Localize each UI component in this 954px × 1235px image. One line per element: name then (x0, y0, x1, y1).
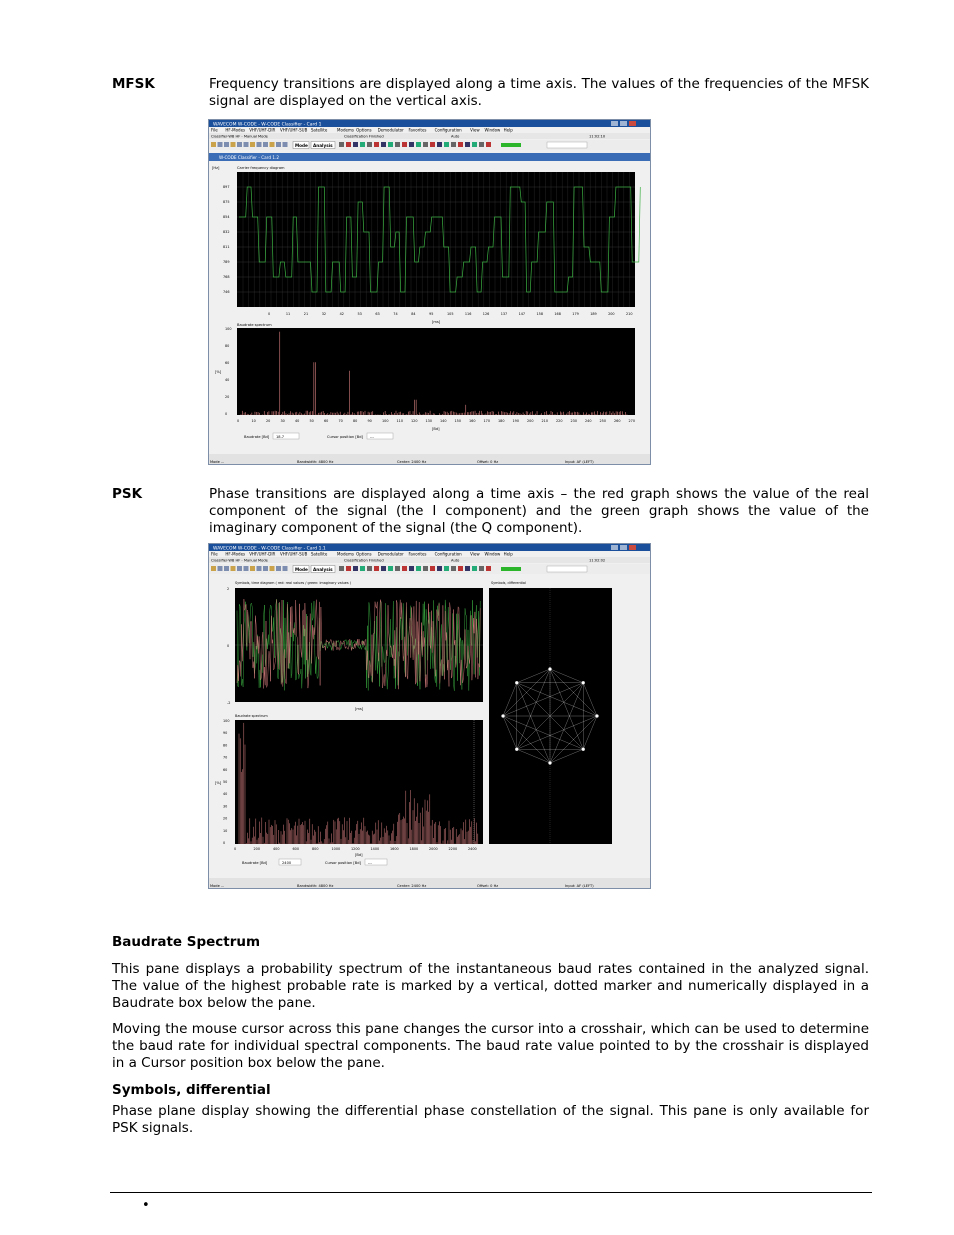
toolbar-icon[interactable] (458, 566, 463, 571)
status-field: Offset: 0 Hz (477, 460, 499, 464)
top-y-ticks (223, 185, 229, 294)
mfsk-screenshot (208, 119, 651, 465)
toolbar-icon[interactable] (283, 142, 288, 147)
toolbar-icon[interactable] (430, 566, 435, 571)
x-tick-label: 250 (599, 419, 606, 423)
toolbar-icon[interactable] (388, 566, 393, 571)
menu-item[interactable]: Options (356, 551, 372, 557)
bottom-x-ticks (237, 419, 635, 423)
toolbar-icon[interactable] (367, 142, 372, 147)
toolbar-icon[interactable] (224, 566, 229, 571)
x-tick-label: 210 (626, 312, 633, 316)
toolbar-icon[interactable] (416, 142, 421, 147)
status-time: 11:02:02 (589, 558, 606, 563)
level-meter (501, 143, 521, 147)
toolbar-icon[interactable] (283, 566, 288, 571)
mode-button-label: Mode (295, 567, 308, 572)
toolbar-icon[interactable] (486, 566, 491, 571)
x-tick-label: 170 (483, 419, 490, 423)
y-tick-label: 0 (223, 841, 226, 845)
x-tick-label: 210 (541, 419, 548, 423)
menu-item[interactable]: Help (503, 127, 513, 133)
bottom-x-unit: [Bd] (432, 427, 440, 431)
psk-spectrum-unit: [%] (215, 781, 222, 785)
status-auto: Auto (451, 558, 460, 563)
constellation-point (515, 681, 518, 684)
toolbar-icon[interactable] (218, 142, 223, 147)
analysis-button-label: Analysis (313, 143, 333, 148)
analysis-button-label: Analysis (313, 567, 333, 572)
y-tick-label: 746 (223, 290, 230, 295)
y-tick-label: 811 (223, 245, 230, 250)
toolbar-icon[interactable] (437, 566, 442, 571)
mfsk-screenshot-figure (209, 120, 651, 465)
x-tick-label: 1200 (351, 847, 360, 851)
menu-item[interactable]: Demodulator (377, 127, 404, 133)
menu-item[interactable]: Configuration (434, 551, 462, 557)
menu-item[interactable]: VHF/UHF-DIR (249, 127, 276, 133)
toolbar[interactable] (211, 566, 491, 571)
menu-item[interactable]: File (211, 127, 218, 133)
constellation-point (582, 748, 585, 751)
window-controls[interactable] (611, 121, 636, 126)
x-tick-label: 126 (482, 312, 490, 316)
x-tick-label: 11 (285, 312, 291, 316)
toolbar-icon[interactable] (444, 142, 449, 147)
cursor-value: --- (370, 435, 374, 439)
y-tick-label: -2 (227, 701, 231, 705)
toolbar-icon[interactable] (430, 142, 435, 147)
x-tick-label: 200 (608, 312, 615, 316)
x-tick-label: 120 (411, 419, 418, 423)
toolbar-icon[interactable] (257, 566, 262, 571)
y-tick-label: 875 (223, 200, 230, 205)
toolbar-icon[interactable] (451, 566, 456, 571)
x-tick-label: 189 (590, 312, 597, 316)
x-tick-label: 110 (396, 419, 403, 423)
status-classification: Classification Finished (344, 558, 384, 563)
baudrate-heading: Baudrate Spectrum (112, 934, 261, 950)
psk-term: PSK (112, 486, 143, 502)
x-tick-label: 95 (429, 312, 434, 316)
status-mode: Classifier-WB HF - Manual Mode (211, 134, 268, 139)
app-title: WAVECOM W-CODE - W-CODE Classifier - Card 1 (213, 122, 322, 128)
menu-item[interactable]: HF-Modes (225, 551, 246, 557)
x-tick-label: 270 (628, 419, 635, 423)
toolbar-icon[interactable] (211, 142, 216, 147)
menu-item[interactable]: VHF/UHF-SUB (280, 127, 308, 133)
x-tick-label: 147 (518, 312, 526, 316)
constellation-point (582, 681, 585, 684)
x-tick-label: 60 (324, 419, 329, 423)
toolbar-icon[interactable] (395, 142, 400, 147)
status-field: Input: AF (LEFT) (565, 884, 594, 888)
toolbar-icon[interactable] (250, 566, 255, 571)
x-tick-label: 20 (266, 419, 271, 423)
toolbar-icon[interactable] (244, 566, 249, 571)
status-time: 11:02:10 (589, 134, 606, 139)
y-tick-label: 70 (223, 755, 228, 760)
toolbar-icon[interactable] (211, 566, 216, 571)
x-tick-label: 0 (237, 419, 240, 423)
baudrate-value: 18.7 (276, 435, 285, 439)
constellation-point (515, 748, 518, 751)
constellation-label: Symbols, differential (491, 581, 526, 585)
time-diagram-y-ticks (227, 587, 230, 705)
toolbar-icon[interactable] (465, 142, 470, 147)
x-tick-label: 70 (338, 419, 343, 423)
x-tick-label: 100 (382, 419, 389, 423)
baudrate-label: Baudrate [Bd] (242, 861, 268, 865)
toolbar-icon[interactable] (360, 566, 365, 571)
x-tick-label: 800 (312, 847, 319, 851)
footer-bullet: • (142, 1198, 150, 1213)
toolbar-icon[interactable] (402, 566, 407, 571)
toolbar-icon[interactable] (276, 566, 281, 571)
y-tick-label: 80 (223, 743, 228, 748)
toolbar-icon[interactable] (409, 142, 414, 147)
status-field: Center: 2400 Hz (397, 884, 427, 888)
x-tick-label: 200 (253, 847, 260, 851)
toolbar-icon[interactable] (224, 142, 229, 147)
toolbar-icon[interactable] (346, 566, 351, 571)
toolbar-icon[interactable] (237, 566, 242, 571)
y-tick-label: 40 (225, 378, 230, 382)
y-tick-label: 2 (227, 587, 230, 591)
constellation-point (595, 714, 598, 717)
y-tick-label: 40 (223, 792, 228, 797)
baudrate-label: Baudrate [Bd] (244, 435, 270, 439)
y-tick-label: 0 (227, 644, 230, 648)
menu-item[interactable]: Favorites (408, 551, 427, 557)
x-tick-label: 21 (303, 312, 309, 316)
x-tick-label: 105 (447, 312, 454, 316)
psk-description: Phase transitions are displayed along a time axis – the red graph shows the value of the real component of the signal (the I component) and the green graph shows the value of the imaginary component of the signal (the Q component). (209, 486, 869, 536)
toolbar-icon[interactable] (388, 142, 393, 147)
menu-item[interactable]: Window (484, 551, 501, 557)
symbols-paragraph: Phase plane display showing the differential phase constellation of the signal. This pane is only available for PSK signals. (112, 1103, 869, 1136)
x-tick-label: 30 (280, 419, 285, 423)
x-tick-label: 53 (357, 312, 362, 316)
x-tick-label: 1800 (409, 847, 419, 851)
inner-window-title: W-CODE Classifier - Card 1.2 (219, 155, 279, 160)
menu-bar[interactable] (211, 552, 513, 557)
x-tick-label: 2200 (448, 847, 458, 851)
x-tick-label: 130 (425, 419, 432, 423)
window-controls[interactable] (611, 545, 636, 550)
top-pane-unit: [Hz] (212, 166, 220, 170)
y-tick-label: 80 (225, 344, 230, 348)
x-tick-label: 80 (353, 419, 358, 423)
x-tick-label: 2400 (468, 847, 477, 851)
toolbar-icon[interactable] (409, 566, 414, 571)
psk-spectrum-area[interactable] (235, 720, 483, 844)
toolbar-icon[interactable] (346, 142, 351, 147)
toolbar-icon[interactable] (339, 142, 344, 147)
x-tick-label: 400 (273, 847, 280, 851)
x-tick-label: 150 (454, 419, 461, 423)
bottom-plot-area[interactable] (237, 328, 635, 415)
x-tick-label: 2000 (429, 847, 438, 851)
status-field: Input: AF (LEFT) (565, 460, 594, 464)
menu-item[interactable]: View (470, 127, 480, 133)
toolbar-icon[interactable] (218, 566, 223, 571)
x-tick-label: 160 (469, 419, 476, 423)
y-tick-label: 0 (225, 412, 228, 416)
status-auto: Auto (451, 134, 460, 139)
toolbar-icon[interactable] (257, 142, 262, 147)
x-tick-label: 1000 (331, 847, 341, 851)
menu-item[interactable]: Window (484, 127, 501, 133)
psk-screenshot (208, 543, 651, 889)
toolbar-icon[interactable] (395, 566, 400, 571)
mfsk-description: Frequency transitions are displayed along a time axis. The values of the frequencies of the MFSK signal are displayed on the vertical axis. (209, 76, 869, 109)
y-tick-label: 100 (225, 327, 232, 331)
taskbar-mode[interactable]: Mode ... (210, 884, 225, 888)
menu-item[interactable]: Favorites (408, 127, 427, 133)
x-tick-label: 600 (292, 847, 299, 851)
menu-item[interactable]: File (211, 551, 218, 557)
toolbar-icon[interactable] (437, 142, 442, 147)
menu-item[interactable]: VHF/UHF-SUB (280, 551, 308, 557)
x-tick-label: 0 (268, 312, 271, 316)
toolbar-icon[interactable] (353, 566, 358, 571)
y-tick-label: 100 (223, 719, 230, 723)
menu-item[interactable]: VHF/UHF-DIR (249, 551, 276, 557)
x-tick-label: 90 (367, 419, 372, 423)
y-tick-label: 90 (223, 731, 228, 736)
toolbar-icon[interactable] (237, 142, 242, 147)
top-pane-label: Carrier frequency diagram (237, 166, 285, 170)
toolbar-icon[interactable] (486, 142, 491, 147)
toolbar-icon[interactable] (244, 142, 249, 147)
y-tick-label: 50 (223, 780, 228, 784)
psk-screenshot-figure (209, 544, 651, 889)
toolbar-icon[interactable] (263, 566, 268, 571)
toolbar-icon[interactable] (479, 142, 484, 147)
x-tick-label: 116 (464, 312, 472, 316)
x-tick-label: 1400 (370, 847, 380, 851)
status-mode: Classifier-WB HF - Manual Mode (211, 558, 268, 563)
x-tick-label: 1600 (390, 847, 399, 851)
menu-item[interactable]: Satellite (310, 551, 328, 557)
menu-item[interactable]: Options (356, 127, 372, 133)
x-tick-label: 84 (411, 312, 416, 316)
psk-spectrum-label: Baudrate spectrum (235, 714, 268, 718)
cursor-value: --- (368, 861, 372, 865)
toolbar-icon[interactable] (472, 566, 477, 571)
toolbar-icon[interactable] (423, 566, 428, 571)
toolbar-icon[interactable] (353, 142, 358, 147)
toolbar-icon[interactable] (231, 142, 236, 147)
toolbar-icon[interactable] (360, 142, 365, 147)
y-tick-label: 60 (223, 767, 228, 772)
top-x-ticks (268, 312, 632, 316)
toolbar-icon[interactable] (339, 566, 344, 571)
menu-item[interactable]: Demodulator (377, 551, 404, 557)
cursor-label: Cursor position [Bd] (327, 435, 363, 439)
x-tick-label: 42 (339, 312, 344, 316)
y-tick-label: 897 (223, 185, 230, 190)
constellation-point (548, 667, 551, 670)
x-tick-label: 74 (393, 312, 398, 316)
toolbar-icon[interactable] (458, 142, 463, 147)
toolbar-icon[interactable] (444, 566, 449, 571)
x-tick-label: 260 (614, 419, 621, 423)
toolbar-icon[interactable] (270, 142, 275, 147)
y-tick-label: 10 (223, 828, 228, 833)
menu-item[interactable]: HF-Modes (225, 127, 246, 133)
mfsk-term: MFSK (112, 76, 155, 92)
y-tick-label: 20 (225, 395, 230, 399)
toolbar-icon[interactable] (479, 566, 484, 571)
menu-item[interactable]: Help (503, 551, 513, 557)
x-tick-label: 168 (554, 312, 561, 316)
toolbar-icon[interactable] (416, 566, 421, 571)
x-tick-label: 50 (309, 419, 314, 423)
menu-bar[interactable] (211, 128, 513, 133)
taskbar-mode[interactable]: Mode ... (210, 460, 225, 464)
toolbar-icon[interactable] (276, 142, 281, 147)
x-tick-label: 179 (572, 312, 579, 316)
status-field: Center: 2400 Hz (397, 460, 427, 464)
x-tick-label: 190 (512, 419, 519, 423)
psk-spectrum-x-ticks (234, 847, 477, 851)
toolbar-icon[interactable] (374, 142, 379, 147)
toolbar-icon[interactable] (451, 142, 456, 147)
x-tick-label: 0 (234, 847, 237, 851)
level-meter (501, 567, 521, 571)
y-tick-label: 832 (223, 230, 230, 235)
psk-spectrum-y-ticks (223, 719, 229, 845)
baudrate-value: 2400 (282, 861, 292, 865)
toolbar-icon[interactable] (402, 142, 407, 147)
frequency-field[interactable] (547, 142, 587, 148)
toolbar-icon[interactable] (250, 142, 255, 147)
toolbar-icon[interactable] (465, 566, 470, 571)
menu-item[interactable]: Modems (337, 127, 354, 133)
y-tick-label: 768 (223, 275, 230, 280)
x-tick-label: 32 (321, 312, 327, 316)
x-tick-label: 10 (251, 419, 256, 423)
toolbar-icon[interactable] (374, 566, 379, 571)
bottom-pane-label: Baudrate spectrum (237, 323, 272, 327)
time-diagram-x-unit: [ms] (355, 707, 364, 711)
y-tick-label: 789 (223, 260, 230, 265)
baudrate-paragraph-2: Moving the mouse cursor across this pane changes the cursor into a crosshair, which can be used to determine the baud rate for individual spectral components. The baud rate value pointed to by the crosshair is displayed in a Cursor position box below the pane. (112, 1021, 869, 1071)
time-diagram-label: Symbols, time diagram ( red: real values / green: imaginary values ) (235, 581, 352, 585)
top-plot-area[interactable] (237, 172, 635, 307)
x-tick-label: 200 (527, 419, 534, 423)
top-x-unit: [ms] (432, 320, 441, 324)
bottom-y-ticks (225, 327, 231, 416)
x-tick-label: 180 (498, 419, 505, 423)
toolbar[interactable] (211, 142, 491, 147)
status-classification: Classification Finished (344, 134, 384, 139)
x-tick-label: 137 (500, 312, 508, 316)
mode-button-label: Mode (295, 143, 308, 148)
x-tick-label: 240 (585, 419, 592, 423)
x-tick-label: 63 (375, 312, 380, 316)
y-tick-label: 854 (223, 215, 230, 220)
status-field: Offset: 0 Hz (477, 884, 499, 888)
footer-rule (110, 1192, 872, 1193)
x-tick-label: 140 (440, 419, 447, 423)
psk-spectrum-x-unit: [Bd] (355, 853, 363, 857)
constellation-point (548, 761, 551, 764)
toolbar-icon[interactable] (367, 566, 372, 571)
y-tick-label: 60 (225, 361, 230, 365)
menu-item[interactable]: View (470, 551, 480, 557)
menu-item[interactable]: Modems (337, 551, 354, 557)
frequency-field[interactable] (547, 566, 587, 572)
cursor-label: Cursor position [Bd] (325, 861, 361, 865)
toolbar-icon[interactable] (381, 142, 386, 147)
toolbar-icon[interactable] (472, 142, 477, 147)
baudrate-paragraph-1: This pane displays a probability spectrum of the instantaneous baud rates contained in the analyzed signal. The value of the highest probable rate is marked by a vertical, dotted marker and numerically displayed in a Baudrate box below the pane. (112, 961, 869, 1011)
status-field: Bandwidth: 4800 Hz (297, 884, 334, 888)
toolbar-icon[interactable] (263, 142, 268, 147)
toolbar-icon[interactable] (423, 142, 428, 147)
y-tick-label: 20 (223, 816, 228, 821)
toolbar-icon[interactable] (231, 566, 236, 571)
menu-item[interactable]: Satellite (310, 127, 328, 133)
x-tick-label: 230 (570, 419, 577, 423)
y-tick-label: 30 (223, 804, 228, 809)
constellation-point (501, 714, 504, 717)
menu-item[interactable]: Configuration (434, 127, 462, 133)
symbols-heading: Symbols, differential (112, 1082, 271, 1098)
x-tick-label: 40 (295, 419, 300, 423)
toolbar-icon[interactable] (381, 566, 386, 571)
bottom-y-unit: [%] (215, 370, 222, 374)
x-tick-label: 220 (556, 419, 563, 423)
status-field: Bandwidth: 4800 Hz (297, 460, 334, 464)
x-tick-label: 158 (536, 312, 543, 316)
app-title: WAVECOM W-CODE - W-CODE Classifier - Card 1.1 (213, 546, 326, 552)
toolbar-icon[interactable] (270, 566, 275, 571)
